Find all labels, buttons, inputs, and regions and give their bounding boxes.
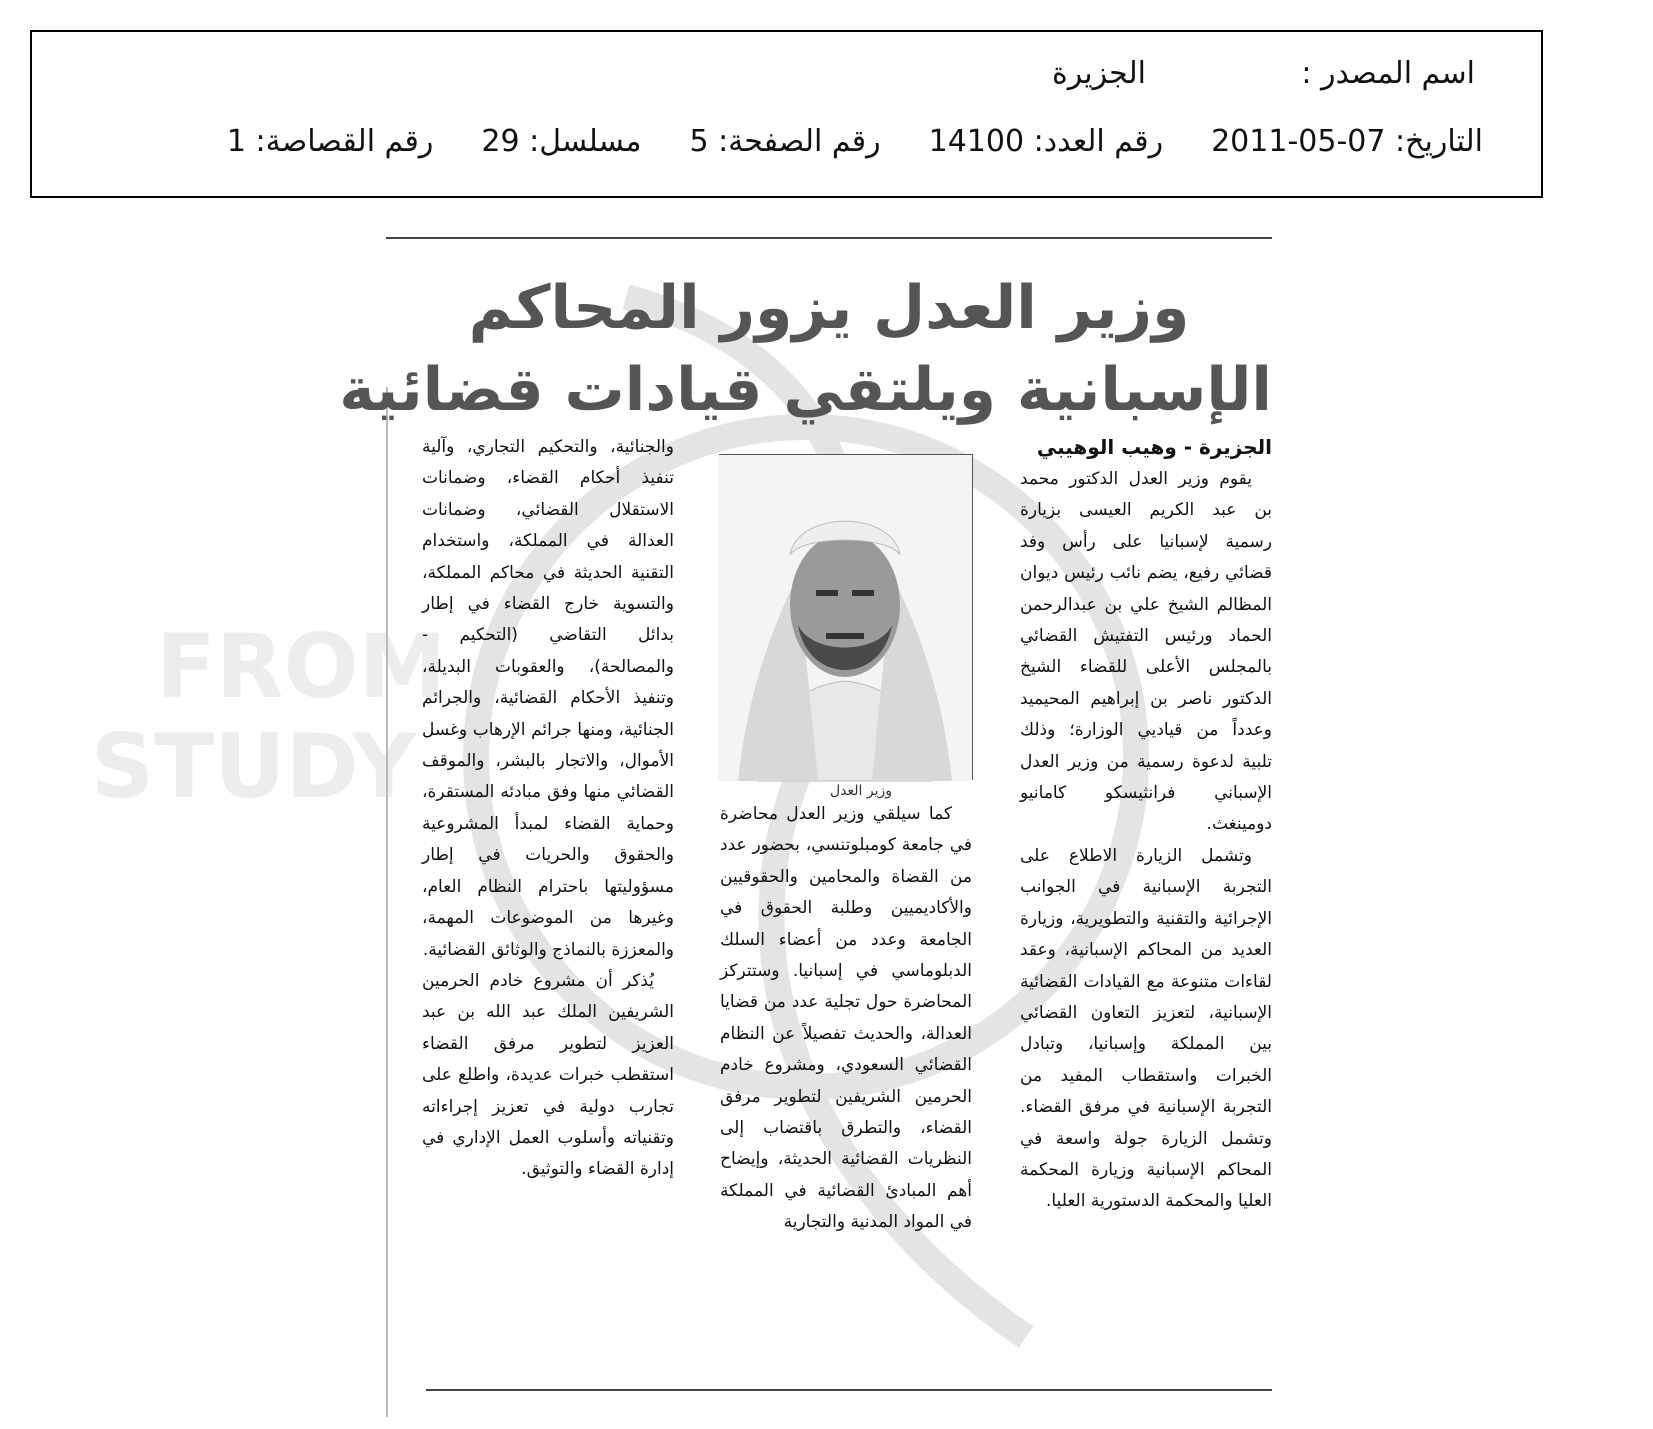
paragraph: والجنائية، والتحكيم التجاري، وآلية تنفيذ أحكام القضاء، وضمانات الاستقلال القضائي، وضمانات العدالة في المملكة، واستخدام التقنية الحديثة في محاكم المملكة، والتسوية خارج القضاء في إطار بدائل التقاضي (التحكيم - والمصالحة)، والعقوبات البديلة، وتنفيذ الأحكام القضائية، والجرائم الجنائية، ومنها جرائم الإرهاب وغسل الأموال، والاتجار بالبشر، والموقف القضائي منها وفق مبادئه المستقرة، وحماية القضاء لمبدأ المشروعية والحقوق والحريات في إطار مسؤوليتها باحترام النظام العام، وغيرها من الموضوعات المهمة، والمعززة بالنماذج والوثائق القضائية. bbox=[422, 437, 674, 960]
left-edge-rule bbox=[386, 387, 388, 1417]
article-headline bbox=[339, 267, 1272, 431]
headline-line-1: وزير العدل يزور المحاكم bbox=[468, 273, 1190, 343]
source-label: اسم المصدر : bbox=[1301, 56, 1475, 91]
page-number: رقم الصفحة: 5 bbox=[689, 124, 881, 159]
svg-text:FROM: FROM bbox=[155, 615, 446, 718]
source-info-box bbox=[30, 30, 1543, 198]
minister-photo bbox=[719, 454, 973, 780]
article-column-middle bbox=[720, 799, 972, 1239]
paragraph: يُذكر أن مشروع خادم الحرمين الشريفين الملك عبد الله بن عبد العزيز لتطوير مرفق القضاء استقطب خبرات عديدة، واطلع على تجارب دولية في تعزيز إجراءاته وتقنياته وأسلوب العمل الإداري في إدارة القضاء والتوثيق. bbox=[422, 970, 674, 1180]
headline-line-2: الإسبانية ويلتقي قيادات قضائية bbox=[339, 355, 1272, 425]
serial-number: مسلسل: 29 bbox=[481, 124, 642, 159]
bottom-rule bbox=[426, 1389, 1272, 1391]
paragraph: يقوم وزير العدل الدكتور محمد بن عبد الكريم العيسى بزيارة رسمية لإسبانيا على رأس وفد قضائي رفيع، يضم نائب رئيس ديوان المظالم الشيخ علي بن عبدالرحمن الحماد ورئيس التفتيش القضائي بالمجلس الأعلى للقضاء الشيخ الدكتور ناصر بن إبراهيم المحيميد وعدداً من قياديي الوزارة؛ وذلك تلبية لدعوة رسمية من وزير العدل الإسباني فرانثيسكو كامانيو دومينغث. bbox=[1020, 469, 1272, 835]
svg-text:STUDY: STUDY bbox=[90, 715, 416, 818]
newspaper-clipping bbox=[90, 237, 1272, 1417]
metadata-row bbox=[227, 124, 1483, 159]
source-value: الجزيرة bbox=[1051, 56, 1146, 91]
article-column-left bbox=[422, 432, 674, 1186]
paragraph: كما سيلقي وزير العدل محاضرة في جامعة كومبلوتنسي، بحضور عدد من القضاة والمحامين والحقوقيين والأكاديميين وطلبة الحقوق في الجامعة وعدد من أعضاء السلك الدبلوماسي في إسبانيا. وستتركز المحاضرة حول تجلية عدد من قضايا العدالة، والحديث تفصيلاً عن النظام القضائي السعودي، ومشروع خادم الحرمين الشريفين لتطوير مرفق القضاء، والتطرق باقتضاب إلى النظريات القضائية الحديثة، وإيضاح أهم المبادئ القضائية في المملكة في المواد المدنية والتجارية bbox=[720, 804, 972, 1233]
photo-caption: وزير العدل bbox=[829, 783, 892, 799]
portrait-image bbox=[718, 455, 972, 781]
byline: الجزيرة - وهيب الوهيبي bbox=[1036, 435, 1272, 459]
date-field: التاريخ: 07-05-2011 bbox=[1211, 124, 1483, 159]
article-column-right bbox=[1020, 432, 1272, 1218]
clip-number: رقم القصاصة: 1 bbox=[226, 124, 434, 159]
top-rule bbox=[386, 237, 1272, 239]
paragraph: وتشمل الزيارة الاطلاع على التجربة الإسبانية في الجوانب الإجرائية والتقنية والتطويرية، وزيارة العديد من المحاكم الإسبانية، وعقد لقاءات متنوعة مع القيادات القضائية الإسبانية، لتعزيز التعاون القضائي بين المملكة وإسبانيا، وتبادل الخبرات واستقطاب المفيد من التجربة الإسبانية في مرفق القضاء. وتشمل الزيارة جولة واسعة في المحاكم الإسبانية وزيارة المحكمة العليا والمحكمة الدستورية العليا. bbox=[1020, 845, 1272, 1212]
issue-number: رقم العدد: 14100 bbox=[928, 124, 1164, 159]
